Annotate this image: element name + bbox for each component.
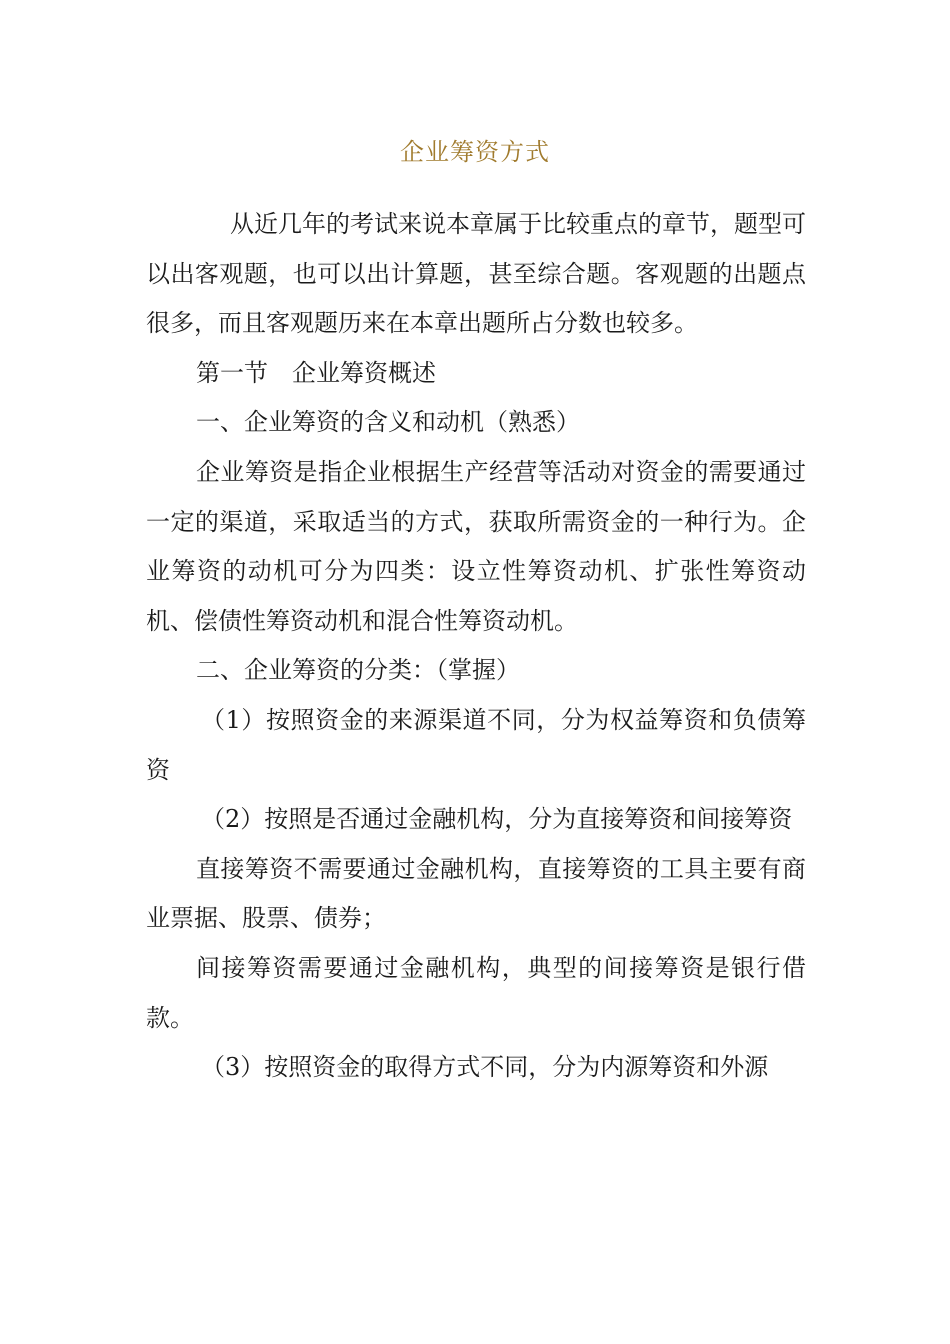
subsection-heading: 二、企业筹资的分类：（掌握） [196, 656, 520, 685]
subsection-heading: 一、企业筹资的含义和动机（熟悉） [196, 408, 580, 437]
intro-paragraph: 从近几年的考试来说本章属于比较重点的章节，题型可以出客观题，也可以出计算题，甚至综合题。客观题的出题点很多，而且客观题历来在本章出题所占分数也较多。 [146, 210, 806, 338]
document-title: 企业筹资方式 [400, 138, 550, 166]
list-item: （1）按照资金的来源渠道不同，分为权益筹资和负债筹资 [146, 705, 806, 784]
list-item: （3）按照资金的取得方式不同，分为内源筹资和外源 [201, 1053, 769, 1082]
list-item: （2）按照是否通过金融机构，分为直接筹资和间接筹资 [201, 805, 793, 834]
body-paragraph: 直接筹资不需要通过金融机构，直接筹资的工具主要有商业票据、股票、债券； [146, 854, 806, 933]
body-paragraph: 间接筹资需要通过金融机构，典型的间接筹资是银行借款。 [146, 953, 806, 1032]
section-heading: 第一节 企业筹资概述 [196, 358, 436, 387]
document-body [146, 200, 806, 1093]
definition-paragraph: 企业筹资是指企业根据生产经营等活动对资金的需要通过一定的渠道，采取适当的方式，获取所需资金的一种行为。企业筹资的动机可分为四类：设立性筹资动机、扩张性筹资动机、偿债性筹资动机和混合性筹资动机。 [146, 457, 806, 635]
